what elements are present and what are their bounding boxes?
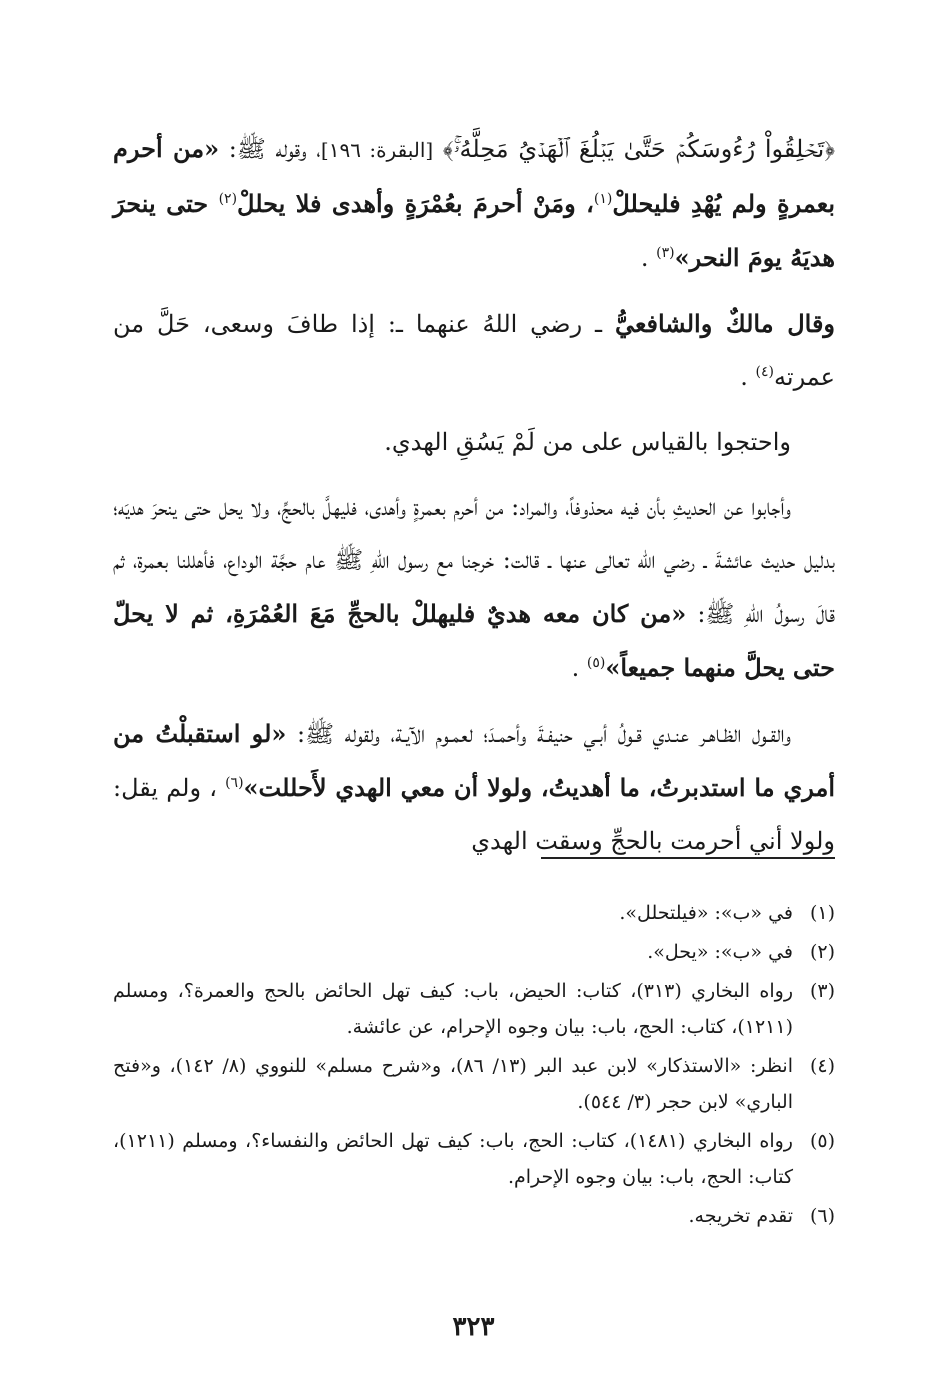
paragraph-1-end: . xyxy=(640,244,657,272)
footnote-text: رواه البخاري (١٤٨١)، كتاب: الحج، باب: كيف تهل الحائض والنفساء؟، ومسلم (١٢١١)، كتاب: الحج، باب: بيان وجوه الإحرام. xyxy=(113,1130,793,1188)
footnote-ref-1[interactable]: (١) xyxy=(593,191,613,207)
quran-verse: ﴿تَحۡلِقُواْ رُءُوسَكُمۡ حَتَّىٰ يَبۡلُغَ ٱلۡهَدۡيُ مَحِلَّهُۥۚ﴾ xyxy=(442,135,835,163)
paragraph-5-text: والقـول الظـاهـر عنـدي قـولُ أبـي حنيفـةَ وأحمـدَ؛ لعمـوم الآيـة، ولقوله ﷺ: xyxy=(286,720,791,748)
paragraph-4-text: وأجابوا عن الحديثِ بأن فيه محذوفاً، والمراد: من أحرم بعمرةٍ وأهدى، فليهلَّ بالحجِّ، ولا يحل حتى ينحرَ هديَه؛ بدليل حديث عائشةَ ـ رضي الله تعالى عنها ـ قالت: خرجنا مع رسول اللهِ ﷺ عام حجَّة الوداع، فأهللنا بعمرة، ثم قالَ رسولُ اللهِ ﷺ: xyxy=(113,493,836,628)
hadith-1-part-3: حتى ينحرَ هديَهُ يومَ النحر» xyxy=(113,189,835,272)
paragraph-3-text: واحتجوا بالقياس على من لَمْ يَسُقِ الهدي. xyxy=(384,428,791,456)
hadith-3: «لو استقبلْتُ من أمري ما استدبرتُ، ما أهديتُ، ولولا أن معي الهدي لأَحللت» xyxy=(113,719,835,802)
footnotes xyxy=(113,895,835,1237)
paragraph-1 xyxy=(113,122,835,285)
footnote-text: في «ب»: «فيلتحلل». xyxy=(619,902,793,924)
hadith-1-part-1: «من أحرم بعمرةٍ ولم يُهْدِ فليحللْ xyxy=(113,134,836,218)
footnote-number: (٣) xyxy=(809,980,835,1002)
footnote-3 xyxy=(113,973,835,1045)
hadith-1-part-2: ، ومَنْ أحرمَ بعُمْرَةٍ وأهدى فلا يحللْ xyxy=(237,189,594,218)
paragraph-2-text: ـ رضي اللهُ عنهما ـ: إذا طافَ وسعى، حَلَّ من عمرته xyxy=(113,310,835,391)
paragraph-2-bold: وقال مالكٌ والشافعيُّ xyxy=(614,309,836,338)
footnote-text: تقدم تخريجه. xyxy=(688,1205,793,1227)
paragraph-1-intro: ، وقوله ﷺ: xyxy=(219,135,321,163)
footnote-text: رواه البخاري (٣١٣)، كتاب: الحيض، باب: كيف تهل الحائض بالحج والعمرة؟، ومسلم (١٢١١)، كتاب: الحج، باب: بيان وجوه الإحرام، عن عائشة. xyxy=(113,980,793,1038)
footnote-number: (٦) xyxy=(809,1205,835,1227)
paragraph-3 xyxy=(113,416,835,469)
footnote-1 xyxy=(113,895,835,931)
footnote-ref-2[interactable]: (٢) xyxy=(218,191,238,207)
footnote-text: انظر: «الاستذكار» لابن عبد البر (١٣/ ٨٦)، و«شرح مسلم» للنووي (٨/ ١٤٢)، و«فتح الباري» لابن حجر (٣/ ٥٤٤). xyxy=(113,1055,793,1113)
footnote-6 xyxy=(113,1198,835,1234)
footnote-2 xyxy=(113,934,835,970)
footnote-ref-4[interactable]: (٤) xyxy=(755,364,775,380)
footnote-4 xyxy=(113,1048,835,1120)
footnote-number: (٥) xyxy=(809,1130,835,1152)
paragraph-5-text-2: ، ولم يقل: ولولا أني أحرمت بالحجِّ وسقت الهدي xyxy=(113,774,835,855)
page-number: ٣٢٣ xyxy=(452,1312,495,1342)
footnote-text: في «ب»: «يحل». xyxy=(647,941,793,963)
quran-reference: [البقرة: ١٩٦] xyxy=(320,138,434,162)
footnote-ref-5[interactable]: (٥) xyxy=(586,655,606,671)
footnote-divider xyxy=(541,857,835,859)
hadith-2: «من كان معه هديٌ فليهللْ بالحجِّ مَعَ العُمْرَةِ، ثم لا يحلّ حتى يحلَّ منهما جميعاً» xyxy=(113,599,835,682)
footnote-5 xyxy=(113,1123,835,1195)
paragraph-4-end: . xyxy=(571,654,587,682)
footnote-ref-3[interactable]: (٣) xyxy=(656,245,675,261)
paragraph-4 xyxy=(113,481,835,695)
footnote-number: (٢) xyxy=(809,941,835,963)
footnote-number: (٤) xyxy=(809,1055,835,1077)
footnote-ref-6[interactable]: (٦) xyxy=(225,775,244,791)
paragraph-2-end: . xyxy=(740,363,756,391)
paragraph-2 xyxy=(113,297,835,404)
paragraph-5 xyxy=(113,707,835,868)
footnote-number: (١) xyxy=(809,902,835,924)
main-text xyxy=(113,122,835,880)
